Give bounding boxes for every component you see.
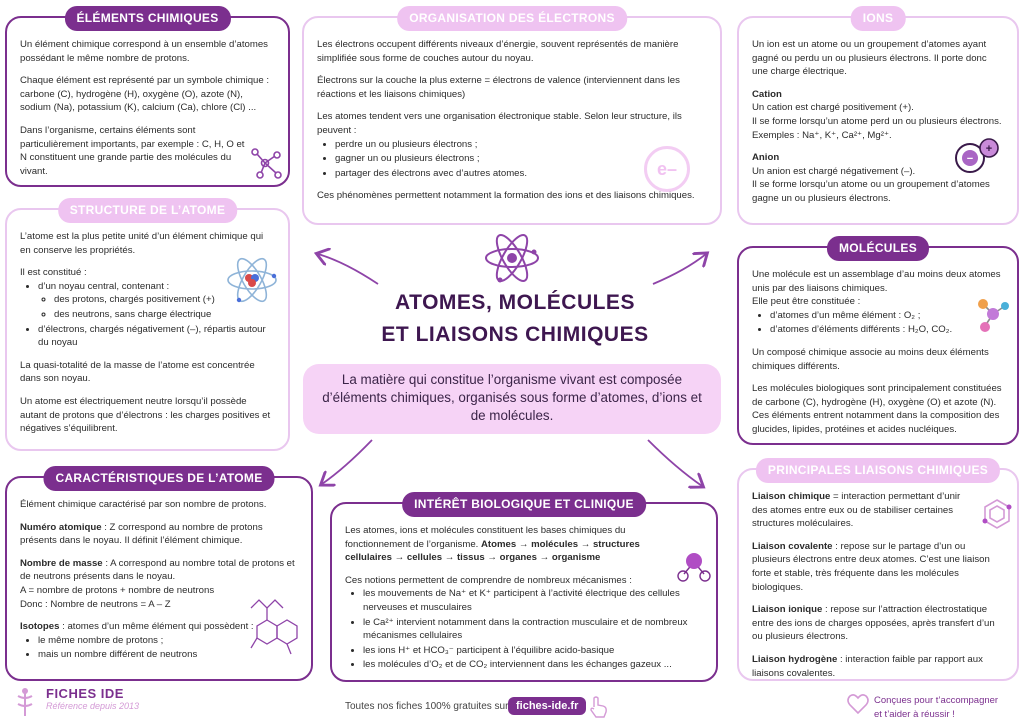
liaison-hydrogene: Liaison hydrogène : interaction faible par rapport aux liaisons covalentes. bbox=[752, 654, 983, 679]
list-item: • le Ca²⁺ intervient notamment dans la contraction musculaire et de nombreux mécanismes cellulaires bbox=[363, 616, 703, 643]
page-title-line2: ET LIAISONS CHIMIQUES bbox=[381, 322, 649, 346]
anion-line1: Un anion est chargé négativement (–). bbox=[752, 165, 916, 177]
list-item: ◦ des neutrons, sans charge électrique bbox=[54, 308, 275, 322]
heading-interet: INTÉRÊT BIOLOGIQUE ET CLINIQUE bbox=[402, 492, 646, 517]
svg-text:+: + bbox=[985, 143, 993, 155]
liaison-ionique: Liaison ionique : repose sur l’attraction électrostatique entre des ions de charges opposées, après transfert d’un ou plusieurs électrons. bbox=[752, 604, 995, 643]
heading-structure: STRUCTURE DE L’ATOME bbox=[58, 198, 238, 223]
anion-line2: Il se forme lorsqu’un atome ou un groupement d’atomes gagne un ou plusieurs électrons. bbox=[752, 179, 990, 205]
interet-list bbox=[345, 587, 703, 672]
card-interet bbox=[330, 497, 718, 682]
carac-isotopes: Isotopes : atomes d’un même élément qui possèdent : bbox=[20, 621, 254, 633]
footer-motto bbox=[874, 694, 998, 722]
arrow-top-left bbox=[318, 254, 378, 284]
carac-formula1: A = nombre de protons + nombre de neutrons bbox=[20, 585, 215, 597]
card-electrons bbox=[302, 11, 722, 225]
heading-elements: ÉLÉMENTS CHIMIQUES bbox=[64, 6, 230, 31]
electron-badge-text: e– bbox=[656, 159, 678, 179]
electrons-p3: Les atomes tendent vers une organisation électronique stable. Selon leur structure, ils peuvent : bbox=[317, 111, 682, 137]
list-item: • les molécules d’O₂ et de CO₂ interviennent dans les échanges gazeux ... bbox=[363, 658, 703, 672]
heading-molecules: MOLÉCULES bbox=[827, 236, 929, 261]
card-molecules bbox=[737, 241, 1019, 445]
ions-p1: Un ion est un atome ou un groupement d’atomes ayant gagné ou perdu un ou plusieurs électrons. Il porte donc une charge électrique. bbox=[752, 39, 987, 78]
cation-line1: Un cation est chargé positivement (+). bbox=[752, 102, 914, 114]
structure-p1: L’atome est la plus petite unité d’un élément chimique qui en conserve les propriétés. bbox=[20, 231, 264, 256]
heading-caracteristiques: CARACTÉRISTIQUES DE L’ATOME bbox=[43, 466, 274, 491]
elements-p2: Chaque élément est représenté par un symbole chimique : carbone (C), hydrogène (H), oxygène (O), azote (N), sodium (Na), potassium (K), calcium (Ca), chlore (Cl) ... bbox=[20, 75, 270, 114]
interet-p1: Les atomes, ions et molécules constituent les bases chimiques du fonctionnement de l’organisme. Atomes → molécules → structures cellulaires → cellules → tissus → organes → organisme bbox=[345, 525, 640, 564]
list-item: • d’atomes d’un même élément : O₂ ; bbox=[770, 309, 1004, 323]
footer-brand bbox=[46, 686, 139, 711]
heading-liaisons: PRINCIPALES LIAISONS CHIMIQUES bbox=[756, 458, 1000, 483]
heading-electrons: ORGANISATION DES ÉLECTRONS bbox=[397, 6, 627, 31]
benzene-icon bbox=[979, 496, 1015, 532]
list-item: • d’atomes d’éléments différents : H₂O, CO₂. bbox=[770, 323, 1004, 337]
water-molecule-icon bbox=[674, 548, 714, 588]
footer-motto-line1: Conçues pour t’accompagner bbox=[874, 695, 999, 706]
list-item: • gagner un ou plusieurs électrons ; bbox=[335, 152, 707, 166]
cation-title: Cation bbox=[752, 88, 782, 100]
electrons-p1: Les électrons occupent différents niveaux d’énergie, souvent représentés de manière simplifiée sous forme de couches autour du noyau. bbox=[317, 39, 679, 64]
card-elements bbox=[5, 11, 290, 187]
list-item: • les mouvements de Na⁺ et K⁺ participent à l’activité électrique des cellules nerveuses et musculaires bbox=[363, 587, 703, 614]
footer-site-link[interactable]: fiches-ide.fr bbox=[508, 697, 586, 715]
liaison-covalente: Liaison covalente : repose sur le partage d’un ou plusieurs électrons entre deux atomes. C’est une liaison forte et stable, très fréquente dans les molécules biologiques. bbox=[752, 540, 990, 593]
structure-p3: La quasi-totalité de la masse de l’atome est concentrée dans son noyau. bbox=[20, 359, 255, 385]
list-item: • mais un nombre différent de neutrons bbox=[38, 648, 298, 662]
footer-free-text: Toutes nos fiches 100% gratuites sur bbox=[345, 701, 509, 712]
structure-p4: Un atome est électriquement neutre lorsqu’il possède autant de protons que d’électrons : les charges positives et négatives s’équilibrent. bbox=[20, 396, 271, 435]
arrow-top-right bbox=[653, 254, 706, 284]
intro-box: La matière qui constitue l’organisme vivant est composée d’éléments chimiques, organisés sous forme d’atomes, d’ions et de molécules. bbox=[303, 364, 721, 434]
list-item: • d’électrons, chargés négativement (–), répartis autour du noyau bbox=[38, 323, 275, 350]
page-title bbox=[335, 287, 695, 350]
brand-name: FICHES IDE bbox=[46, 686, 124, 701]
svg-text:−: − bbox=[966, 153, 974, 165]
list-item: • d’un noyau central, contenant : ◦ des protons, chargés positivement (+) ◦ des neutrons, sans charge électrique bbox=[38, 280, 275, 322]
card-structure bbox=[5, 203, 290, 451]
molecule-icon bbox=[247, 146, 283, 180]
cursor-hand-icon bbox=[588, 695, 610, 719]
atom-icon bbox=[482, 232, 542, 284]
ions-icon bbox=[953, 136, 1003, 178]
electrons-p4: Ces phénomènes permettent notamment la formation des ions et des liaisons chimiques. bbox=[317, 190, 695, 202]
list-item: • perdre un ou plusieurs électrons ; bbox=[335, 138, 707, 152]
brand-subtitle: Référence depuis 2013 bbox=[46, 701, 140, 711]
anion-title: Anion bbox=[752, 152, 780, 164]
molecules-list bbox=[752, 309, 1004, 337]
chemical-structure-icon bbox=[243, 588, 303, 658]
page-title-line1: ATOMES, MOLÉCULES bbox=[395, 291, 635, 314]
list-item: • le même nombre de protons ; bbox=[38, 634, 298, 648]
card-ions bbox=[737, 11, 1019, 225]
structure-p2: Il est constitué : bbox=[20, 267, 87, 279]
molecules-p3: Un composé chimique associe au moins deux éléments chimiques différents. bbox=[752, 347, 989, 372]
heart-icon bbox=[846, 692, 870, 716]
cation-examples: Exemples : Na⁺, K⁺, Ca²⁺, Mg²⁺. bbox=[752, 129, 892, 141]
elements-p3: Dans l’organisme, certains éléments sont particulièrement importants, par exemple : C, H, O et N constituent une grande partie des molécules du vivant. bbox=[20, 125, 245, 177]
heading-ions: IONS bbox=[851, 6, 906, 31]
card-caracteristiques bbox=[5, 471, 313, 681]
brand-logo-icon bbox=[8, 686, 42, 720]
cation-line2: Il se forme lorsqu’un atome perd un ou plusieurs électrons. bbox=[752, 116, 1002, 128]
molecules-p2: Elle peut être constituée : bbox=[752, 296, 861, 308]
elements-p1: Un élément chimique correspond à un ensemble d’atomes possédant le même nombre de protons. bbox=[20, 39, 268, 64]
carac-formula2: Donc : Nombre de neutrons = A – Z bbox=[20, 598, 171, 610]
liaison-chimique: Liaison chimique = interaction permettant d’unir des atomes entre eux ou de stabiliser certaines structures moléculaires. bbox=[752, 491, 961, 530]
list-item: • les ions H⁺ et HCO₃⁻ participent à l’équilibre acido-basique bbox=[363, 644, 703, 658]
molecules-p1: Une molécule est un assemblage d’au moins deux atomes unis par des liaisons chimiques. bbox=[752, 269, 1001, 294]
footer-motto-line2: et t’aider à réussir ! bbox=[874, 708, 955, 720]
list-item: • partager des électrons avec d’autres atomes. bbox=[335, 167, 707, 181]
atom-model-icon bbox=[225, 254, 279, 306]
carac-numero: Numéro atomique : Z correspond au nombre de protons présents dans le noyau. Il définit l’élément chimique. bbox=[20, 521, 263, 547]
electron-badge-icon bbox=[644, 146, 690, 192]
interet-p2: Ces notions permettent de comprendre de nombreux mécanismes : bbox=[345, 574, 632, 586]
carac-masse: Nombre de masse : A correspond au nombre total de protons et de neutrons présents dans le noyau. bbox=[20, 557, 295, 583]
molecules-p4: Les molécules biologiques sont principalement constituées de carbone (C), hydrogène (H), oxygène (O) et azote (N). Ces éléments entrent notamment dans la composition des glucides, lipides, protéines et acides nucléiques. bbox=[752, 383, 1002, 436]
electrons-p2: Électrons sur la couche la plus externe = électrons de valence (interviennent dans les réactions et les liaisons chimiques) bbox=[317, 75, 680, 100]
arrow-bottom-left bbox=[322, 440, 372, 484]
card-liaisons bbox=[737, 463, 1019, 681]
carac-p1: Élément chimique caractérisé par son nombre de protons. bbox=[20, 499, 267, 510]
list-item: ◦ des protons, chargés positivement (+) bbox=[54, 293, 275, 307]
arrow-bottom-right bbox=[648, 440, 702, 486]
molecule-model-icon bbox=[971, 292, 1011, 334]
